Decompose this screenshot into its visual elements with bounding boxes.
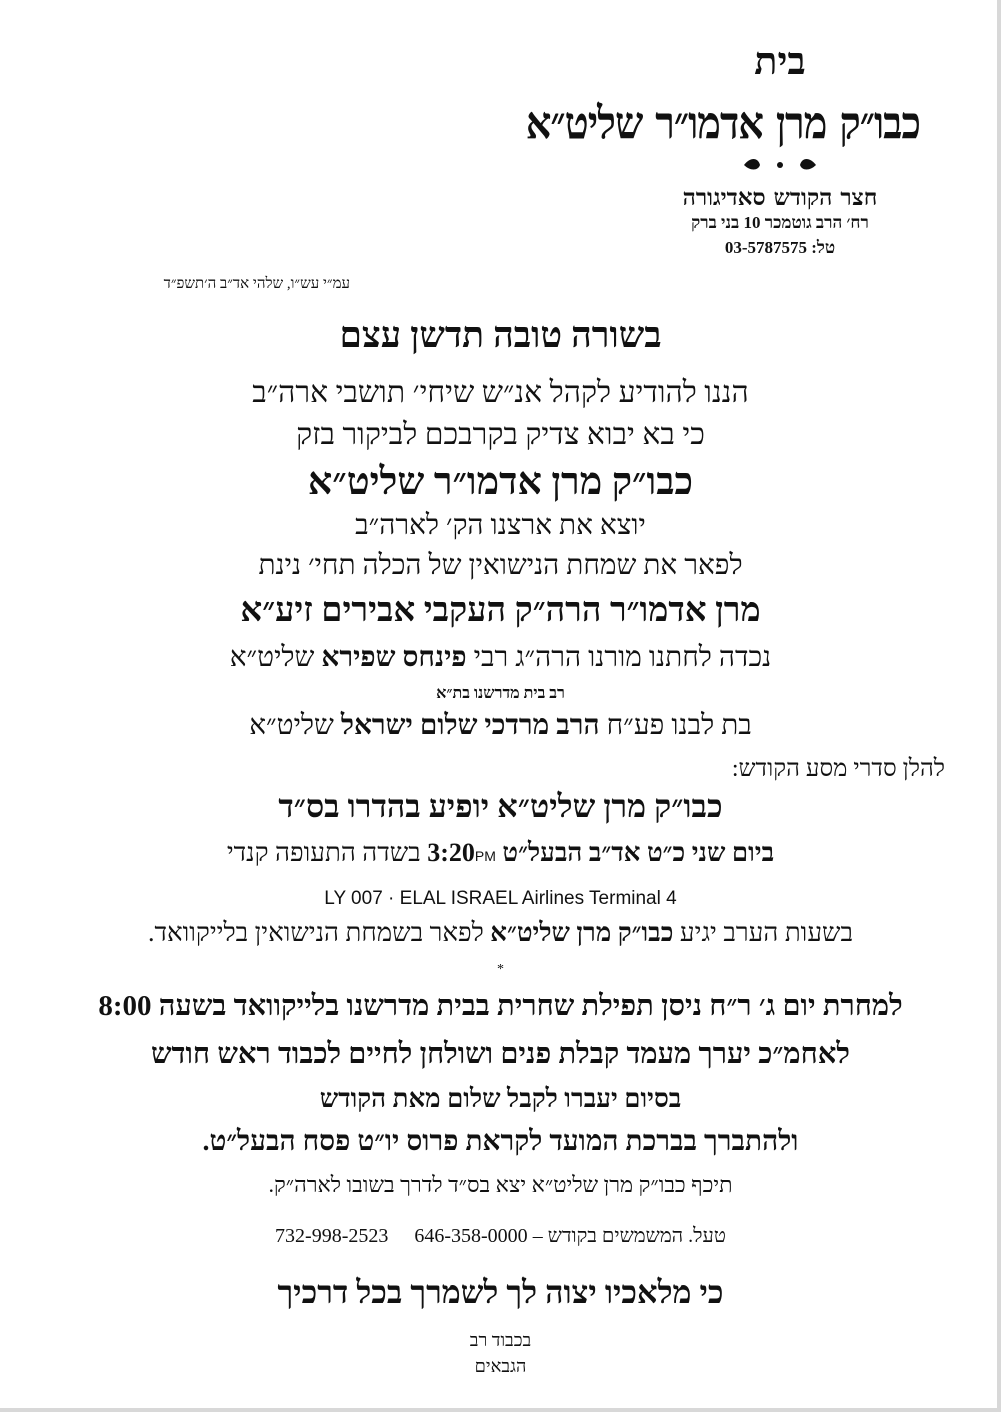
signoff-regards: בכבוד רב (469, 1330, 532, 1350)
appearance-line: כבו״ק מרן שליט״א יופיע בהדרו בס״ד (278, 788, 723, 824)
letterhead-beit: בית (754, 38, 806, 83)
rebbe-name: כבו״ק מרן אדמו״ר שליט״א (307, 461, 694, 503)
signoff-gabbaim: הגבאים (474, 1356, 527, 1376)
announce-line-2: כי בא יבוא צדיק בקרבכם לביקור בזק (296, 418, 705, 451)
blessing-line: ולהתברך בברכת המועד לקראת פרוס יו״ט פסח הבעל״ט. (202, 1126, 799, 1157)
grandfather-suffix: שליט״א (229, 642, 322, 673)
arrival-time-pm: PM (474, 848, 496, 864)
announce-line-5: לפאר את שמחת הנישואין של הכלה תחי׳ נינת (258, 550, 743, 581)
letterhead-phone: טל: 03-5787575 (724, 238, 836, 257)
separator-star: * (497, 962, 504, 977)
verse-line: כי מלאכיו יצוה לך לשמרך בכל דרכיך (277, 1274, 724, 1310)
flight-info: LY 007 · ELAL ISRAEL Airlines Terminal 4 (324, 888, 677, 909)
farewell-line: בסיום יעברו לקבל שלום מאת הקודש (319, 1084, 682, 1113)
letterhead-rebbe-name: כבו״ק מרן אדמו״ר שליט״א (525, 97, 920, 150)
phone-1: 646-358-0000 (414, 1225, 528, 1247)
date-line: עמ״י עש״ו, שלהי אד״ב ה׳תשפ״ד (163, 276, 350, 292)
evening-name: כבו״ק מרן שליט״א (490, 918, 674, 947)
letterhead-address: רח׳ הרב גוטמכר 10 בני ברק (691, 213, 869, 232)
father-line (0, 710, 1001, 742)
father-name: הרב מרדכי שלום ישראל (340, 710, 600, 741)
morning-prayer-line: למחרת יום ג׳ ר״ח ניסן תפילת שחרית בבית מדרשנו בלייקוואד בשעה 8:00 (98, 990, 903, 1022)
phone-2: 732-998-2523 (275, 1225, 389, 1247)
arrival-place: בשדה התעופה קנדי (226, 838, 428, 867)
letterhead-court: חצר הקודש סאדיגורה (682, 184, 878, 211)
announce-line-1: הננו להודיע לקהל אנ״ש שיחי׳ תושבי ארה״ב (252, 376, 749, 409)
arrival-date: ביום שני כ״ט אד״ב הבעל״ט (495, 838, 775, 867)
grandfather-title: רב בית מדרשנו בת״א (436, 685, 565, 702)
page-edge-bottom (0, 1408, 1001, 1412)
father-prefix: בת לבנו פע״ח (599, 710, 752, 741)
headline: בשורה טובה תדשן עצם (339, 315, 662, 355)
arrival-time-value: 3:20 (427, 838, 475, 867)
ornament-icon (740, 156, 820, 174)
phones-label: טעל. המשמשים בקודש – (527, 1225, 726, 1247)
evening-suffix: לפאר בשמחת הנישואין בלייקוואד. (148, 918, 491, 947)
phones-line (0, 1225, 1001, 1248)
grandfather-line (0, 642, 1001, 674)
grandfather-prefix: נכדה לחתנו מורנו הרה״ג רבי (466, 642, 772, 673)
ancestor-name: מרן אדמו״ר הרה״ק העקבי אבירים זיע״א (240, 592, 761, 629)
reception-line: לאחמ״כ יערך מעמד קבלת פנים ושולחן לחיים לכבוד ראש חודש (151, 1038, 850, 1070)
announce-line-4: יוצא את ארצנו הק׳ לארה״ב (355, 510, 646, 541)
grandfather-name: פינחס שפירא (321, 642, 467, 673)
arrival-line (0, 838, 1001, 868)
page-edge-right (997, 0, 1001, 1412)
evening-line (0, 918, 1001, 948)
evening-prefix: בשעות הערב יגיע (673, 918, 853, 947)
father-suffix: שליט״א (249, 710, 341, 741)
return-line: תיכף כבו״ק מרן שליט״א יצא בס״ד לדרך בשובו לארה״ק. (268, 1172, 733, 1197)
schedule-intro: להלן סדרי מסע הקודש: (731, 756, 945, 782)
arrival-time (427, 838, 496, 867)
